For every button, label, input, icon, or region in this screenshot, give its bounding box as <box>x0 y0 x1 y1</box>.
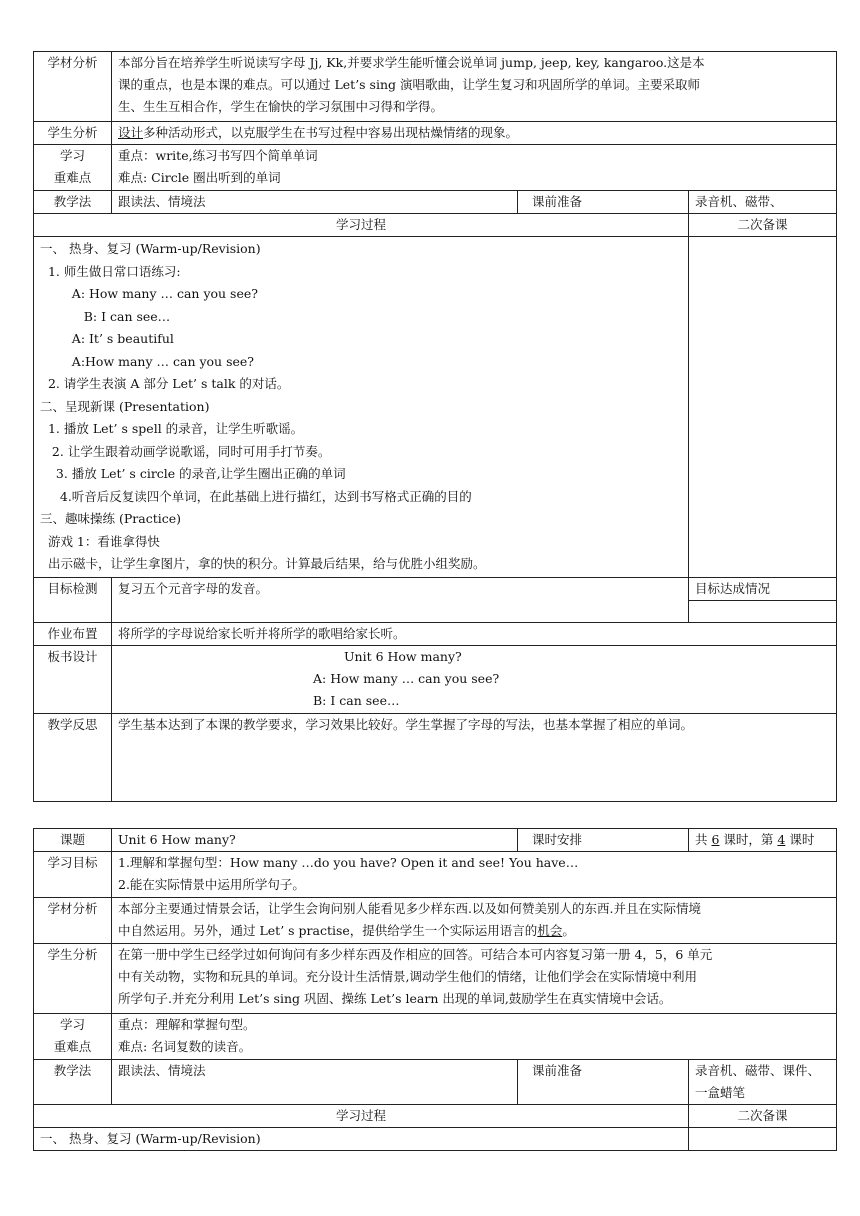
process-line: 二、呈现新课 (Presentation) <box>40 398 210 414</box>
board-design-label: 板书设计 <box>34 645 112 713</box>
student-analysis-label-2: 学生分析 <box>34 944 112 1014</box>
prep-label: 课前准备 <box>518 191 689 214</box>
second-prep-area <box>689 237 837 578</box>
learning-goal-text: 1.理解和掌握句型：How many …do you have? Open it and see! You have… 2.能在实际情景中运用所学句子。 <box>112 852 837 898</box>
process-line: A:How many … can you see? <box>40 353 254 369</box>
material-analysis-text: 本部分旨在培养学生听说读写字母 Jj, Kk,并要求学生能听懂会说单词 jump, jeep, key, kangaroo.这是本 课的重点，也是本课的难点。可以通过 Let’s sing 演唱歌曲，让学生复习和巩固所学的单词。主要采取师 生、生生互相合作，学生在愉快的学习氛围中习得和学得。 <box>112 52 837 122</box>
schedule-label: 课时安排 <box>518 829 689 852</box>
process-line: A: How many … can you see? <box>40 286 258 301</box>
goal-check-value: 复习五个元音字母的发音。 <box>112 577 689 622</box>
material-analysis-text-2: 本部分主要通过情景会话，让学生会询问别人能看见多少样东西.以及如何赞美别人的东西.并且在实际情境 中自然运用。另外，通过 Let’ s practise，提供给学生一个实际运用语言的机会。 <box>112 898 837 944</box>
material-analysis-label: 学材分析 <box>34 52 112 122</box>
reflection-value: 学生基本达到了本课的教学要求，学习效果比较好。学生掌握了字母的写法，也基本掌握了相应的单词。 <box>112 713 837 801</box>
prep-value-2: 录音机、磁带、课件、一盒蜡笔 <box>689 1060 837 1105</box>
lesson-plan-table-2 <box>33 828 837 1151</box>
method-label: 教学法 <box>34 191 112 214</box>
process-content <box>34 237 689 578</box>
warmup-line-2: 一、 热身、复习 (Warm-up/Revision) <box>34 1128 689 1151</box>
second-prep-header: 二次备课 <box>689 214 837 237</box>
process-line: 游戏 1：看谁拿得快 <box>40 533 160 549</box>
process-header: 学习过程 <box>34 214 689 237</box>
process-line: 2. 请学生表演 A 部分 Let’ s talk 的对话。 <box>40 376 290 391</box>
prep-label-2: 课前准备 <box>518 1060 689 1105</box>
student-analysis-label: 学生分析 <box>34 122 112 145</box>
method-label-2: 教学法 <box>34 1060 112 1105</box>
key-points-label-2: 学习 重难点 <box>34 1014 112 1060</box>
method-value: 跟读法、情境法 <box>112 191 518 214</box>
process-line: A: It’ s beautiful <box>40 331 174 346</box>
goal-check-label: 目标检测 <box>34 577 112 622</box>
homework-label: 作业布置 <box>34 622 112 645</box>
prep-value: 录音机、磁带、 <box>689 191 837 214</box>
process-line: 1. 师生做日常口语练习: <box>40 263 181 279</box>
board-design-content: Unit 6 How many? A: How many … can you see? B: I can see… <box>112 645 837 713</box>
process-line: 出示磁卡，让学生拿图片，拿的快的积分。计算最后结果，给与优胜小组奖励。 <box>40 556 486 571</box>
process-line: B: I can see… <box>40 308 171 324</box>
process-header-2: 学习过程 <box>34 1105 689 1128</box>
lesson-plan-table-1 <box>33 51 837 802</box>
homework-value: 将所学的字母说给家长听并将所学的歌唱给家长听。 <box>112 622 837 645</box>
topic-label: 课题 <box>34 829 112 852</box>
goal-achievement-label: 目标达成情况 <box>689 577 837 600</box>
goal-achievement-value <box>689 600 837 622</box>
process-line: 3. 播放 Let’ s circle 的录音,让学生圈出正确的单词 <box>40 466 346 481</box>
process-line: 1. 播放 Let’ s spell 的录音，让学生听歌谣。 <box>40 421 304 436</box>
student-analysis-text-2: 在第一册中学生已经学过如何询问有多少样东西及作相应的回答。可结合本可内容复习第一册 4，5，6 单元 中有关动物，实物和玩具的单词。充分设计生活情景,调动学生他们的情绪，让他们学会在实际情境中利用 所学句子.并充分利用 Let’s sing 巩固、操练 Let’s learn 出现的单词,鼓励学生在真实情境中会话。 <box>112 944 837 1014</box>
learning-goal-label: 学习目标 <box>34 852 112 898</box>
reflection-label: 教学反思 <box>34 713 112 801</box>
second-prep-area-2 <box>689 1128 837 1151</box>
process-line: 2. 让学生跟着动画学说歌谣，同时可用手打节奏。 <box>40 443 331 459</box>
material-analysis-label-2: 学材分析 <box>34 898 112 944</box>
second-prep-header-2: 二次备课 <box>689 1105 837 1128</box>
topic-value: Unit 6 How many? <box>112 829 518 852</box>
process-line: 一、 热身、复习 (Warm-up/Revision) <box>40 241 261 256</box>
method-value-2: 跟读法、情境法 <box>112 1060 518 1105</box>
schedule-value: 共 6 课时，第 4 课时 <box>689 829 837 852</box>
process-line: 三、趣味操练 (Practice) <box>40 511 181 526</box>
key-points-text-2: 重点：理解和掌握句型。 难点: 名词复数的读音。 <box>112 1014 837 1060</box>
key-points-text: 重点：write,练习书写四个简单单词 难点: Circle 圈出听到的单词 <box>112 145 837 191</box>
process-line: 4.听音后反复读四个单词，在此基础上进行描红，达到书写格式正确的目的 <box>40 488 472 504</box>
key-points-label: 学习 重难点 <box>34 145 112 191</box>
student-analysis-text: 设计多种活动形式，以克服学生在书写过程中容易出现枯燥情绪的现象。 <box>112 122 837 145</box>
